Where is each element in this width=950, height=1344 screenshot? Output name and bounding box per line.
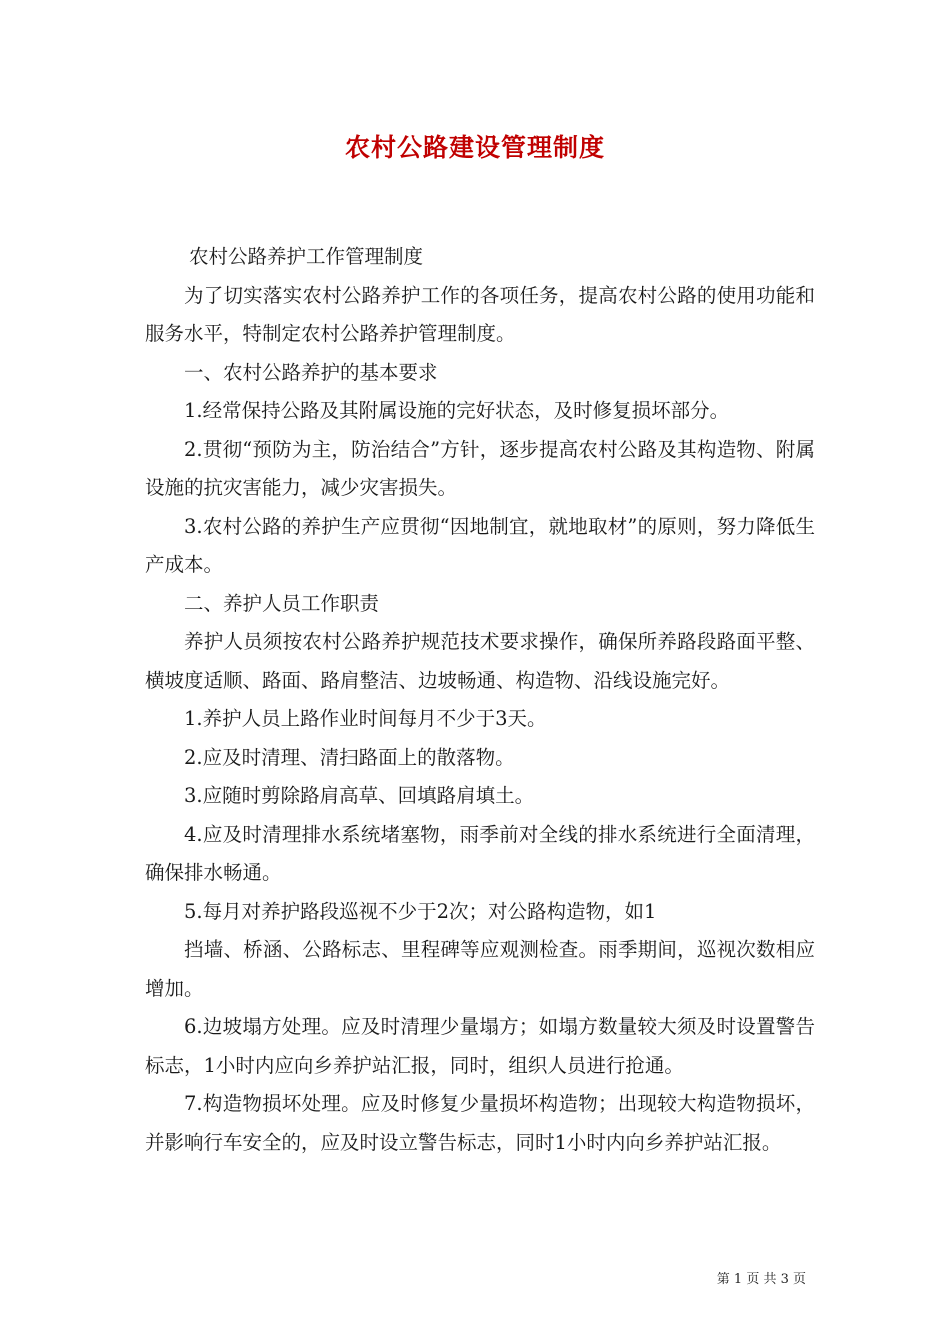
paragraph: 3.农村公路的养护生产应贯彻“因地制宜，就地取材”的原则，努力降低生产成本。 <box>145 514 815 576</box>
paragraph: 4.应及时清理排水系统堵塞物，雨季前对全线的排水系统进行全面清理，确保排水畅通。 <box>145 822 815 884</box>
paragraph: 1.养护人员上路作业时间每月不少于3天。 <box>184 707 547 730</box>
paragraph: 挡墙、桥涵、公路标志、里程碑等应观测检查。雨季期间，巡视次数相应增加。 <box>145 938 815 1000</box>
paragraph: 为了切实落实农村公路养护工作的各项任务，提高农村公路的使用功能和服务水平，特制定农村公路养护管理制度。 <box>145 283 815 345</box>
paragraph: 3.应随时剪除路肩高草、回填路肩填土。 <box>184 784 535 807</box>
page-number: 第 1 页 共 3 页 <box>716 1272 806 1287</box>
section-heading: 一、农村公路养护的基本要求 <box>184 360 438 384</box>
section-heading: 二、养护人员工作职责 <box>184 591 380 615</box>
paragraph: 5.每月对养护路段巡视不少于2次；对公路构造物，如1 <box>184 899 657 923</box>
paragraph: 2.贯彻“预防为主，防治结合”方针，逐步提高农村公路及其构造物、附属设施的抗灾害能力，减少灾害损失。 <box>145 437 815 499</box>
paragraph-subtitle: 农村公路养护工作管理制度 <box>189 245 424 268</box>
document-title: 农村公路建设管理制度 <box>344 133 605 162</box>
document-body <box>145 238 815 1162</box>
paragraph: 2.应及时清理、清扫路面上的散落物。 <box>184 745 515 769</box>
paragraph: 7.构造物损坏处理。应及时修复少量损坏构造物；出现较大构造物损坏，并影响行车安全的，应及时设立警告标志，同时1小时内向乡养护站汇报。 <box>145 1092 815 1154</box>
paragraph: 1.经常保持公路及其附属设施的完好状态，及时修复损坏部分。 <box>184 399 730 422</box>
paragraph: 6.边坡塌方处理。应及时清理少量塌方；如塌方数量较大须及时设置警告标志，1小时内应向乡养护站汇报，同时，组织人员进行抢通。 <box>145 1015 815 1077</box>
paragraph: 养护人员须按农村公路养护规范技术要求操作，确保所养路段路面平整、横坡度适顺、路面、路肩整洁、边坡畅通、构造物、沿线设施完好。 <box>145 630 815 692</box>
